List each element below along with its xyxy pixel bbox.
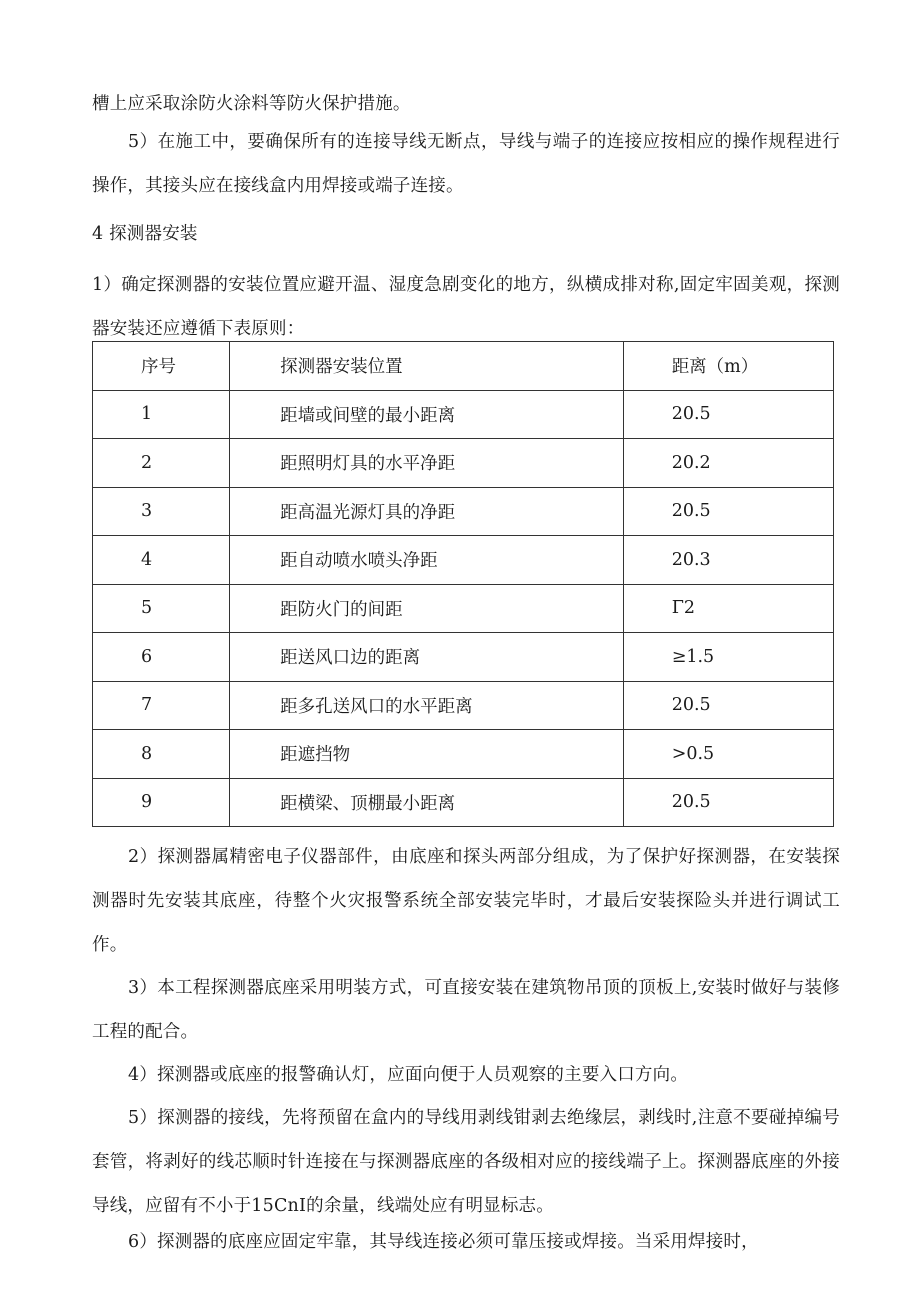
cell-index: 9 xyxy=(93,778,230,827)
table-header-row xyxy=(93,342,834,391)
cell-index: 2 xyxy=(93,439,230,488)
detector-install-table xyxy=(92,341,834,827)
header-distance: 距离（m） xyxy=(623,342,833,391)
cell-index: 3 xyxy=(93,487,230,536)
cell-index: 1 xyxy=(93,390,230,439)
cell-index: 7 xyxy=(93,681,230,730)
table-row xyxy=(93,536,834,585)
table-row xyxy=(93,487,834,536)
table-row xyxy=(93,390,834,439)
cell-location: 距防火门的间距 xyxy=(230,584,624,633)
table-row xyxy=(93,633,834,682)
cell-distance: 20.5 xyxy=(623,778,833,827)
section-heading-detector-install: 4 探测器安装 xyxy=(92,224,198,244)
cell-location: 距高温光源灯具的净距 xyxy=(230,487,624,536)
header-location: 探测器安装位置 xyxy=(230,342,624,391)
cell-distance: 20.5 xyxy=(623,681,833,730)
cell-location: 距照明灯具的水平净距 xyxy=(230,439,624,488)
cell-location: 距自动喷水喷头净距 xyxy=(230,536,624,585)
cell-index: 5 xyxy=(93,584,230,633)
cell-location: 距墙或间壁的最小距离 xyxy=(230,390,624,439)
paragraph-fireproof: 槽上应采取涂防火涂料等防火保护措施。 xyxy=(92,94,411,114)
paragraph-step-2-components: 2）探测器属精密电子仪器部件，由底座和探头两部分组成，为了保护好探测器，在安装探测器时先安装其底座，待整个火灾报警系统全部安装完毕时，才最后安装探险头并进行调试工作。 xyxy=(92,847,840,955)
cell-location: 距横梁、顶棚最小距离 xyxy=(230,778,624,827)
paragraph-step-1-position: 1）确定探测器的安装位置应避开温、湿度急剧变化的地方，纵横成排对称,固定牢固美观，探测器安装还应遵循下表原则： xyxy=(92,275,840,339)
paragraph-step-6-fixing: 6）探测器的底座应固定牢靠，其导线连接必须可靠压接或焊接。当采用焊接时， xyxy=(128,1232,759,1252)
paragraph-step-5-connection: 5）探测器的接线，先将预留在盒内的导线用剥线钳剥去绝缘层，剥线时,注意不要碰掉编号套管，将剥好的线芯顺时针连接在与探测器底座的各级相对应的接线端子上。探测器底座的外接导线，应留有不小于15CnI的余量，线端处应有明显标志。 xyxy=(92,1108,840,1216)
cell-distance: 20.5 xyxy=(623,390,833,439)
cell-index: 6 xyxy=(93,633,230,682)
cell-distance: 20.5 xyxy=(623,487,833,536)
cell-index: 8 xyxy=(93,730,230,779)
cell-distance: ≥1.5 xyxy=(623,633,833,682)
cell-distance: 20.3 xyxy=(623,536,833,585)
table-row xyxy=(93,439,834,488)
cell-index: 4 xyxy=(93,536,230,585)
paragraph-step-4-indicator: 4）探测器或底座的报警确认灯，应面向便于人员观察的主要入口方向。 xyxy=(128,1065,689,1085)
paragraph-step-3-base-mount: 3）本工程探测器底座采用明装方式，可直接安装在建筑物吊顶的顶板上,安装时做好与装修工程的配合。 xyxy=(92,978,840,1042)
cell-location: 距多孔送风口的水平距离 xyxy=(230,681,624,730)
table-row xyxy=(93,584,834,633)
cell-distance: >0.5 xyxy=(623,730,833,779)
table-row xyxy=(93,681,834,730)
cell-distance: 20.2 xyxy=(623,439,833,488)
header-index: 序号 xyxy=(93,342,230,391)
cell-location: 距送风口边的距离 xyxy=(230,633,624,682)
paragraph-step-5-wiring: 5）在施工中，要确保所有的连接导线无断点，导线与端子的连接应按相应的操作规程进行操作，其接头应在接线盒内用焊接或端子连接。 xyxy=(92,132,840,196)
cell-distance: Γ2 xyxy=(623,584,833,633)
table-row xyxy=(93,778,834,827)
cell-location: 距遮挡物 xyxy=(230,730,624,779)
table-row xyxy=(93,730,834,779)
